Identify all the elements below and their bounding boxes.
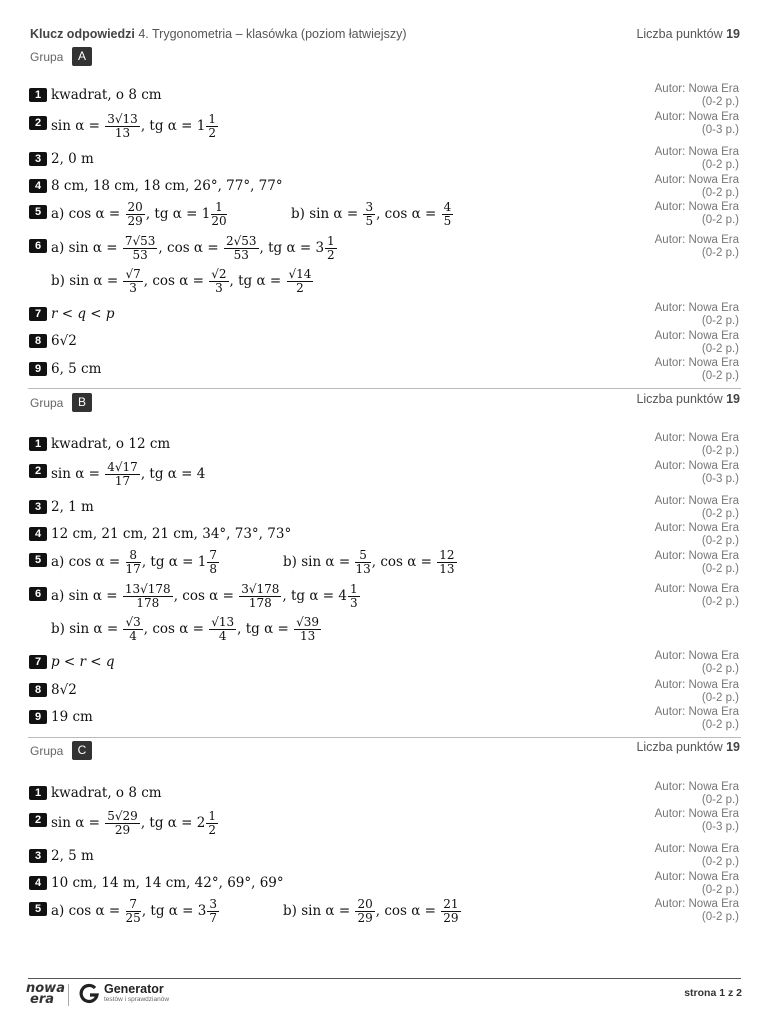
generator-g-icon bbox=[78, 982, 100, 1004]
group-label: Grupa bbox=[30, 50, 64, 64]
task-answer: sin α = $\frac{3√13}{13}$ , tg α = 1 $\frac{1}{2}$ bbox=[51, 112, 216, 140]
task-answer: sin α = $\frac{4√17}{17}$ , tg α = 4 bbox=[51, 460, 206, 488]
task-answer: 8 cm, 18 cm, 18 cm, 26°, 77°, 77° bbox=[51, 178, 283, 194]
task-answer: 10 cm, 14 m, 14 cm, 42°, 69°, 69° bbox=[51, 875, 284, 891]
task-a-6 bbox=[29, 235, 629, 303]
task-a-9 bbox=[29, 360, 629, 382]
task-answer: 2, 1 m bbox=[51, 499, 94, 515]
task-number: 7 bbox=[29, 655, 47, 669]
task-answer: 19 cm bbox=[51, 709, 93, 725]
task-answer: 2, 0 m bbox=[51, 151, 94, 167]
task-meta-a-1: Autor: Nowa Era (0-2 p.) bbox=[654, 83, 739, 108]
task-number: 6 bbox=[29, 239, 47, 253]
group-label: Grupa bbox=[30, 396, 64, 410]
task-answer-a: a) cos α = $\frac{20}{29}$ , tg α = 1 $\frac{1}{20}$ bbox=[51, 200, 227, 228]
task-meta-b-5: Autor: Nowa Era (0-2 p.) bbox=[654, 550, 739, 575]
task-meta-b-6: Autor: Nowa Era (0-2 p.) bbox=[654, 583, 739, 608]
task-meta-c-1: Autor: Nowa Era (0-2 p.) bbox=[654, 781, 739, 806]
task-meta-b-9: Autor: Nowa Era (0-2 p.) bbox=[654, 706, 739, 731]
task-number: 5 bbox=[29, 553, 47, 567]
group-divider bbox=[28, 737, 741, 738]
task-answer: r < q < p bbox=[51, 306, 115, 322]
group-points: Liczba punktów 19 bbox=[636, 392, 740, 406]
task-a-2 bbox=[29, 113, 629, 149]
task-answer: kwadrat, o 8 cm bbox=[51, 87, 162, 103]
page-number: strona 1 z 2 bbox=[684, 987, 742, 999]
task-meta-c-2: Autor: Nowa Era (0-3 p.) bbox=[654, 808, 739, 833]
task-b-2 bbox=[29, 461, 629, 497]
task-number: 2 bbox=[29, 116, 47, 130]
task-answer: 6√2 bbox=[51, 333, 77, 349]
group-a-bar bbox=[30, 47, 740, 67]
task-b-6 bbox=[29, 583, 629, 651]
task-a-8 bbox=[29, 332, 629, 354]
task-a-5 bbox=[29, 201, 629, 235]
task-c-2 bbox=[29, 810, 629, 846]
task-answer: p < r < q bbox=[51, 654, 115, 670]
task-number: 4 bbox=[29, 179, 47, 193]
task-c-3 bbox=[29, 847, 629, 869]
task-answer: kwadrat, o 12 cm bbox=[51, 436, 171, 452]
task-number: 9 bbox=[29, 710, 47, 724]
task-c-5 bbox=[29, 898, 629, 932]
task-a-7 bbox=[29, 305, 629, 327]
task-number: 8 bbox=[29, 334, 47, 348]
task-meta-a-3: Autor: Nowa Era (0-2 p.) bbox=[654, 146, 739, 171]
task-b-3 bbox=[29, 498, 629, 520]
task-meta-a-6: Autor: Nowa Era (0-2 p.) bbox=[654, 234, 739, 259]
total-points: Liczba punktów 19 bbox=[636, 27, 740, 41]
task-b-9 bbox=[29, 708, 629, 730]
task-meta-c-5: Autor: Nowa Era (0-2 p.) bbox=[654, 898, 739, 923]
group-badge: C bbox=[72, 741, 92, 760]
nowa-era-logo: nowa era bbox=[26, 981, 65, 1007]
group-divider bbox=[28, 388, 741, 389]
task-b-8 bbox=[29, 681, 629, 703]
task-number: 2 bbox=[29, 813, 47, 827]
task-meta-b-8: Autor: Nowa Era (0-2 p.) bbox=[654, 679, 739, 704]
page-header bbox=[30, 27, 740, 43]
task-a-3 bbox=[29, 150, 629, 172]
task-a-1 bbox=[29, 86, 629, 108]
task-meta-a-2: Autor: Nowa Era (0-3 p.) bbox=[654, 111, 739, 136]
task-b-7 bbox=[29, 653, 629, 675]
task-meta-a-9: Autor: Nowa Era (0-2 p.) bbox=[654, 357, 739, 382]
task-answer: 2, 5 m bbox=[51, 848, 94, 864]
task-answer-b: b) sin α = $\frac{5}{13}$ , cos α = $\frac{12}{13}$ bbox=[283, 548, 455, 576]
logo-separator bbox=[68, 984, 69, 1006]
task-answer-a: a) sin α = $\frac{13√178}{178}$ , cos α = $\frac{3√178}{178}$ , tg α = 4 $\frac{1}{3}$ bbox=[51, 582, 358, 610]
task-answer-b: b) sin α = $\frac{√3}{4}$ , cos α = $\frac{√13}{4}$ , tg α = $\frac{√39}{13}$ bbox=[51, 615, 320, 643]
task-b-5 bbox=[29, 549, 629, 583]
task-meta-a-7: Autor: Nowa Era (0-2 p.) bbox=[654, 302, 739, 327]
task-meta-b-2: Autor: Nowa Era (0-3 p.) bbox=[654, 460, 739, 485]
task-meta-b-4: Autor: Nowa Era (0-2 p.) bbox=[654, 522, 739, 547]
task-number: 1 bbox=[29, 88, 47, 102]
task-number: 4 bbox=[29, 876, 47, 890]
task-number: 3 bbox=[29, 849, 47, 863]
task-number: 1 bbox=[29, 786, 47, 800]
task-b-1 bbox=[29, 435, 629, 457]
task-answer: 8√2 bbox=[51, 682, 77, 698]
task-answer: 12 cm, 21 cm, 21 cm, 34°, 73°, 73° bbox=[51, 526, 292, 542]
task-number: 3 bbox=[29, 152, 47, 166]
group-badge: B bbox=[72, 393, 92, 412]
task-answer-b: b) sin α = $\frac{20}{29}$ , cos α = $\frac{21}{29}$ bbox=[283, 897, 459, 925]
task-meta-b-3: Autor: Nowa Era (0-2 p.) bbox=[654, 495, 739, 520]
task-answer-a: a) sin α = $\frac{7√53}{53}$ , cos α = $\frac{2√53}{53}$ , tg α = 3 $\frac{1}{2}$ bbox=[51, 234, 335, 262]
task-meta-b-7: Autor: Nowa Era (0-2 p.) bbox=[654, 650, 739, 675]
task-meta-b-1: Autor: Nowa Era (0-2 p.) bbox=[654, 432, 739, 457]
task-answer-a: a) cos α = $\frac{7}{25}$ , tg α = 3 $\frac{3}{7}$ bbox=[51, 897, 217, 925]
task-a-4 bbox=[29, 177, 629, 199]
task-answer-a: a) cos α = $\frac{8}{17}$ , tg α = 1 $\frac{7}{8}$ bbox=[51, 548, 217, 576]
task-number: 1 bbox=[29, 437, 47, 451]
task-meta-a-5: Autor: Nowa Era (0-2 p.) bbox=[654, 201, 739, 226]
task-meta-c-3: Autor: Nowa Era (0-2 p.) bbox=[654, 843, 739, 868]
task-number: 3 bbox=[29, 500, 47, 514]
task-number: 7 bbox=[29, 307, 47, 321]
task-c-1 bbox=[29, 784, 629, 806]
task-number: 2 bbox=[29, 464, 47, 478]
task-answer: sin α = $\frac{5√29}{29}$ , tg α = 2 $\frac{1}{2}$ bbox=[51, 809, 216, 837]
task-answer-b: b) sin α = $\frac{√7}{3}$ , cos α = $\frac{√2}{3}$ , tg α = $\frac{√14}{2}$ bbox=[51, 267, 312, 295]
task-number: 8 bbox=[29, 683, 47, 697]
task-number: 9 bbox=[29, 362, 47, 376]
task-number: 6 bbox=[29, 587, 47, 601]
task-answer-b: b) sin α = $\frac{3}{5}$ , cos α = $\frac{4}{5}$ bbox=[291, 200, 452, 228]
group-b-bar bbox=[30, 392, 740, 412]
task-number: 4 bbox=[29, 527, 47, 541]
task-b-4 bbox=[29, 525, 629, 547]
group-c-bar bbox=[30, 740, 740, 760]
group-badge: A bbox=[72, 47, 92, 66]
task-meta-a-8: Autor: Nowa Era (0-2 p.) bbox=[654, 330, 739, 355]
task-meta-c-4: Autor: Nowa Era (0-2 p.) bbox=[654, 871, 739, 896]
footer-divider bbox=[28, 978, 741, 979]
task-c-4 bbox=[29, 874, 629, 896]
task-meta-a-4: Autor: Nowa Era (0-2 p.) bbox=[654, 174, 739, 199]
task-answer: kwadrat, o 8 cm bbox=[51, 785, 162, 801]
document-title: Klucz odpowiedzi 4. Trygonometria – klasówka (poziom łatwiejszy) bbox=[30, 27, 407, 41]
task-number: 5 bbox=[29, 205, 47, 219]
task-answer: 6, 5 cm bbox=[51, 361, 102, 377]
group-points: Liczba punktów 19 bbox=[636, 740, 740, 754]
task-number: 5 bbox=[29, 902, 47, 916]
group-label: Grupa bbox=[30, 744, 64, 758]
